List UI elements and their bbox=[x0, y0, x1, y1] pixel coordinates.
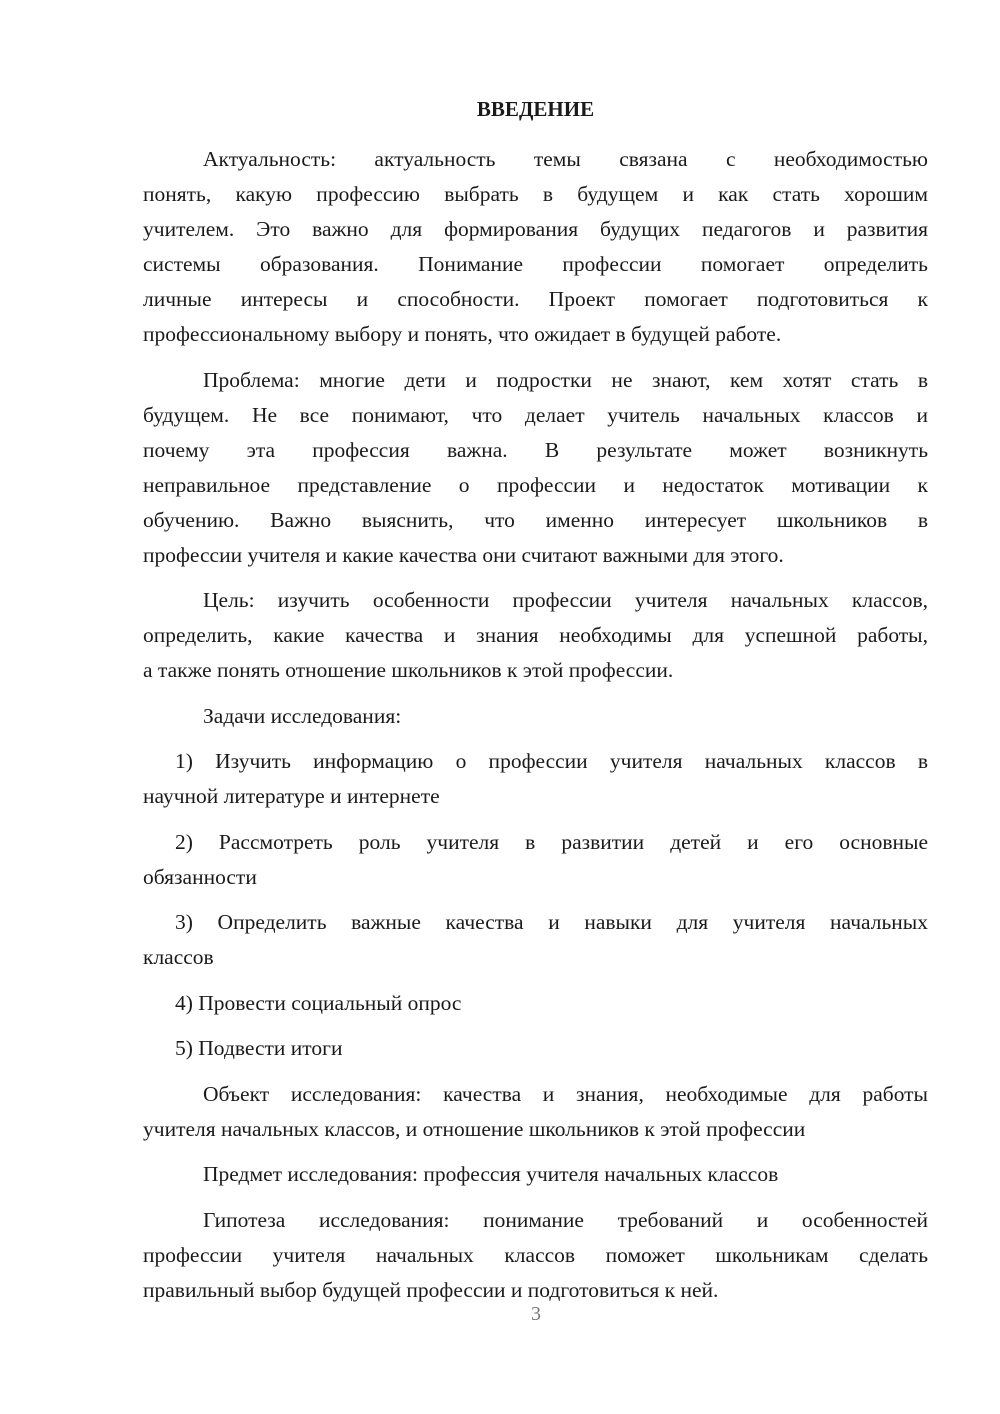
text-line: 4) Провести социальный опрос bbox=[175, 990, 462, 1015]
text-line: 3) Определить важные качества и навыки для учителя начальных bbox=[175, 910, 928, 934]
text-line: Актуальность: актуальность темы связана с необходимостью bbox=[203, 147, 928, 171]
text-line: классов bbox=[143, 945, 214, 969]
text-line: профессиональному выбору и понять, что ожидает в будущей работе. bbox=[143, 322, 782, 346]
text-line: научной литературе и интернете bbox=[143, 784, 440, 808]
list-item bbox=[143, 825, 928, 895]
text-line: профессии учителя и какие качества они считают важными для этого. bbox=[143, 542, 784, 567]
text-line: почему эта профессия важна. В результате может возникнуть bbox=[143, 437, 928, 462]
text-line: понять, какую профессию выбрать в будущем и как стать хорошим bbox=[143, 182, 928, 206]
paragraph bbox=[143, 1077, 928, 1147]
document-page bbox=[143, 92, 928, 1318]
text-line: обязанности bbox=[143, 864, 257, 889]
text-line: правильный выбор будущей профессии и подготовиться к ней. bbox=[143, 1277, 719, 1302]
text-line: Цель: изучить особенности профессии учителя начальных классов, bbox=[203, 588, 928, 612]
list-item bbox=[143, 744, 928, 814]
paragraph bbox=[143, 1157, 928, 1192]
text-line: Задачи исследования: bbox=[203, 703, 402, 728]
text-line: Гипотеза исследования: понимание требований и особенностей bbox=[203, 1207, 928, 1232]
paragraph bbox=[143, 363, 928, 573]
list-item bbox=[143, 905, 928, 975]
page-number: 3 bbox=[531, 1303, 541, 1325]
paragraph bbox=[143, 1203, 928, 1308]
text-line: личные интересы и способности. Проект помогает подготовиться к bbox=[143, 287, 928, 311]
text-line: определить, какие качества и знания необходимы для успешной работы, bbox=[143, 623, 928, 647]
paragraph bbox=[143, 583, 928, 688]
text-line: Объект исследования: качества и знания, необходимые для работы bbox=[203, 1081, 928, 1106]
document-body bbox=[143, 142, 928, 1308]
text-line: неправильное представление о профессии и недостаток мотивации к bbox=[143, 472, 928, 497]
paragraph bbox=[143, 699, 928, 734]
text-line: 5) Подвести итоги bbox=[175, 1036, 343, 1060]
text-line: Предмет исследования: профессия учителя начальных классов bbox=[203, 1162, 779, 1186]
text-line: а также понять отношение школьников к этой профессии. bbox=[143, 658, 674, 682]
section-title: ВВЕДЕНИЕ bbox=[476, 97, 595, 121]
list-item bbox=[143, 986, 928, 1021]
paragraph bbox=[143, 142, 928, 352]
text-line: учителем. Это важно для формирования будущих педагогов и развития bbox=[143, 217, 928, 241]
text-line: профессии учителя начальных классов поможет школьникам сделать bbox=[143, 1242, 928, 1267]
text-line: системы образования. Понимание профессии помогает определить bbox=[143, 252, 928, 276]
text-line: 1) Изучить информацию о профессии учителя начальных классов в bbox=[175, 749, 928, 773]
text-line: 2) Рассмотреть роль учителя в развитии детей и его основные bbox=[175, 829, 928, 854]
text-line: учителя начальных классов, и отношение школьников к этой профессии bbox=[143, 1116, 806, 1141]
text-line: Проблема: многие дети и подростки не знают, кем хотят стать в bbox=[203, 367, 928, 392]
text-line: обучению. Важно выяснить, что именно интересует школьников в bbox=[143, 507, 928, 532]
text-line: будущем. Не все понимают, что делает учитель начальных классов и bbox=[143, 402, 928, 427]
list-item bbox=[143, 1031, 928, 1066]
